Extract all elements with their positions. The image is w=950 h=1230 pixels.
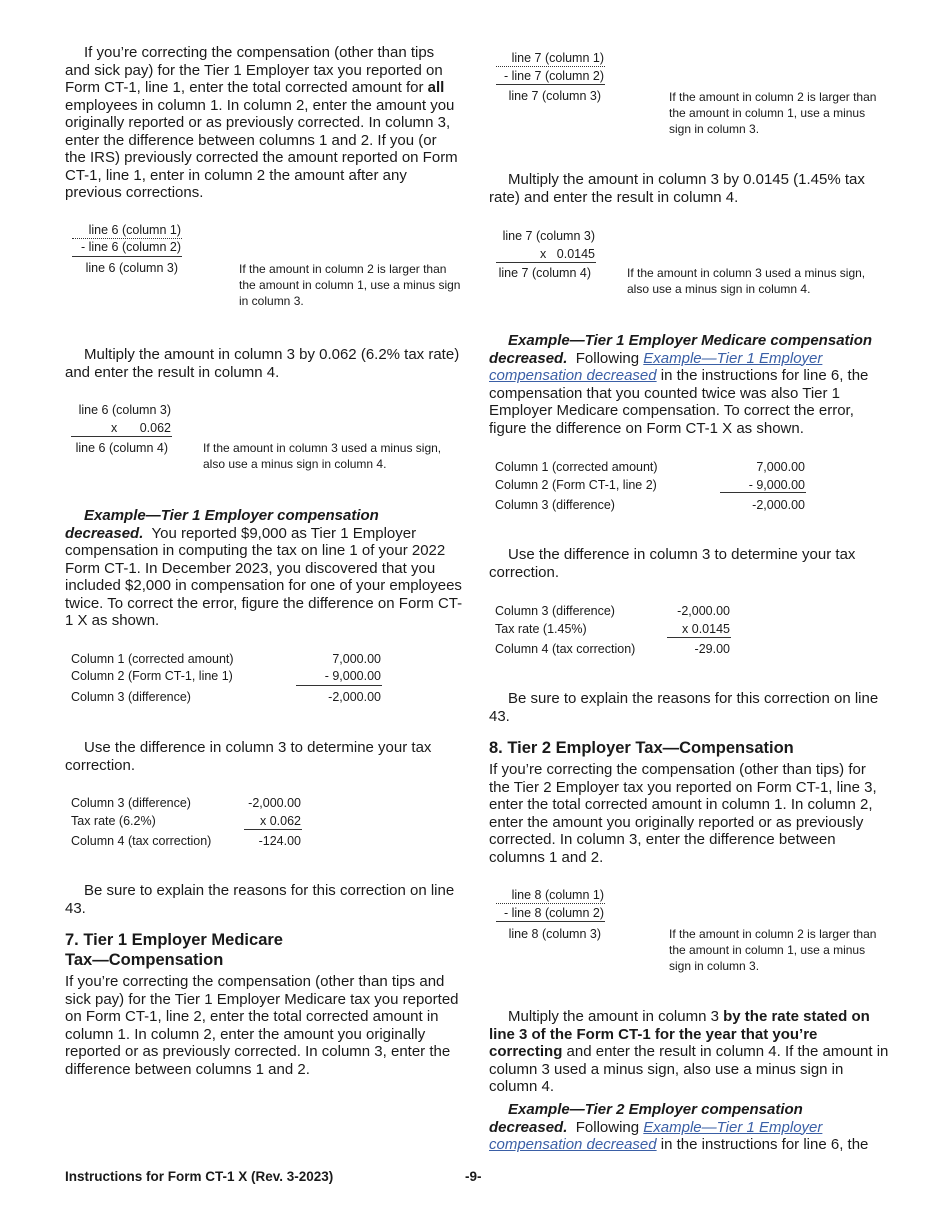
use-difference-paragraph: Use the difference in column 3 to determine your tax correction. (65, 739, 432, 774)
table-row-label: Tax rate (1.45%) (495, 622, 587, 636)
table-row-value: -2,000.00 (752, 498, 805, 512)
rate-1-45-paragraph: Multiply the amount in column 3 by 0.0145 (1.45% tax rate) and enter the result in column 4. (489, 171, 865, 206)
explain-reasons-paragraph: Be sure to explain the reasons for this correction on line 43. (489, 690, 879, 725)
calc-note: If the amount in column 2 is larger than the amount in column 1, use a minus sign in column 3. (669, 927, 877, 973)
calc-line-2: - line 8 (column 2) (503, 906, 604, 920)
table-row-label: Column 4 (tax correction) (495, 642, 636, 656)
calc-line-3: line 7 (column 3) (508, 89, 601, 103)
table-row-value: - 9,000.00 (324, 669, 381, 683)
page-number: -9- (465, 1169, 482, 1184)
table-row-value: 7,000.00 (332, 652, 381, 666)
table-row-label: Column 3 (difference) (495, 604, 615, 618)
calc-line-3: line 6 (column 3) (85, 261, 178, 275)
table-row-label: Column 1 (corrected amount) (71, 652, 234, 666)
calc-note: If the amount in column 2 is larger than the amount in column 1, use a minus sign in column 3. (239, 262, 461, 308)
example-tier1-compensation: Example—Tier 1 Employer compensation decreased. You reported $9,000 as Tier 1 Employer compensation in computing the tax on line 1 of your 2022 Form CT-1. In December 2023, you discovered that you included $2,000 in compensation for one of your employees twice. To correct the error, figure the difference on Form CT-1 X as shown. (65, 507, 463, 629)
calc-line-3: line 6 (column 4) (75, 441, 168, 455)
example-link[interactable]: Example—Tier 1 Employer compensation decreased (489, 349, 823, 384)
table-row-label: Column 3 (difference) (71, 796, 191, 810)
tier1-intro-paragraph: If you’re correcting the compensation (other than tips and sick pay) for the Tier 1 Employer tax you reported on Form CT-1, line 1, enter the total corrected amount for all employees in column 1. In column 2, enter the amount you originally reported or as previously corrected. In column 3, enter the difference between columns 1 and 2. If you (or the IRS) previously corrected the amount reported on Form CT-1, line 1, enter in column 2 the amount after any previous corrections. (65, 44, 458, 201)
rate-value: 0.062 (139, 421, 171, 435)
calc-line-1: line 7 (column 1) (511, 51, 604, 65)
rate-6-2-paragraph: Multiply the amount in column 3 by 0.062 (6.2% tax rate) and enter the result in column 4. (65, 346, 460, 381)
example-tier1-medicare: Example—Tier 1 Employer Medicare compensation decreased. Following Example—Tier 1 Employer compensation decreased in the instructions for line 6, the compensation that you counted twice was also Tier 1 Employer Medicare compensation. To correct the error, figure the difference on Form CT-1 X as shown. (489, 332, 873, 437)
multiply-sign: x (540, 247, 547, 261)
calc-line-1: line 6 (column 1) (88, 223, 181, 237)
example-link[interactable]: Example—Tier 1 Employer compensation decreased (489, 1118, 823, 1153)
table-row-value: - 9,000.00 (748, 478, 805, 492)
calc-line-2: - line 7 (column 2) (503, 69, 604, 83)
table-row-value: 7,000.00 (756, 460, 805, 474)
table-row-value: -2,000.00 (328, 690, 381, 704)
calc-note: If the amount in column 2 is larger than the amount in column 1, use a minus sign in column 3. (669, 90, 877, 136)
table-row-value: -29.00 (694, 642, 730, 656)
table-row-label: Column 3 (difference) (495, 498, 615, 512)
calc-line-1: line 6 (column 3) (78, 403, 171, 417)
table-row-label: Column 2 (Form CT-1, line 2) (495, 478, 657, 492)
rate-value: 0.0145 (556, 247, 595, 261)
calc-line-1: line 8 (column 1) (511, 888, 604, 902)
example-tier2-compensation: Example—Tier 2 Employer compensation decreased. Following Example—Tier 1 Employer compensation decreased in the instructions for line 6, the (489, 1101, 869, 1153)
explain-reasons-paragraph: Be sure to explain the reasons for this correction on line 43. (65, 882, 455, 917)
table-row-value: x 0.0145 (682, 622, 730, 636)
table-row-label: Column 4 (tax correction) (71, 834, 212, 848)
calc-note: If the amount in column 3 used a minus sign, also use a minus sign in column 4. (627, 266, 866, 296)
footer-form-title: Instructions for Form CT-1 X (Rev. 3-2023) (65, 1169, 334, 1184)
table-row-label: Column 1 (corrected amount) (495, 460, 658, 474)
table-row-label: Tax rate (6.2%) (71, 814, 156, 828)
tier2-rate-paragraph: Multiply the amount in column 3 by the rate stated on line 3 of the Form CT-1 for the year that you’re correcting and enter the result in column 4. If the amount in column 3 used a minus sign, also use a minus sign in column 4. (489, 1008, 889, 1095)
table-row-label: Column 2 (Form CT-1, line 1) (71, 669, 233, 683)
calc-line-2: - line 6 (column 2) (80, 240, 181, 254)
table-row-label: Column 3 (difference) (71, 690, 191, 704)
table-row-value: x 0.062 (259, 814, 301, 828)
section-7-heading: 7. Tier 1 Employer Medicare Tax—Compensation (65, 931, 283, 969)
calc-line-3: line 8 (column 3) (508, 927, 601, 941)
section-8-paragraph: If you’re correcting the compensation (other than tips) for the Tier 2 Employer tax you reported on Form CT-1, line 3, enter the total corrected amount in column 1. In column 2, enter the amount you originally reported or as previously corrected. In column 3, enter the difference between columns 1 and 2. (489, 761, 877, 866)
calc-line-3: line 7 (column 4) (498, 266, 591, 280)
multiply-sign: x (111, 421, 118, 435)
table-row-value: -2,000.00 (677, 604, 730, 618)
calc-line-1: line 7 (column 3) (502, 229, 595, 243)
section-7-paragraph: If you’re correcting the compensation (other than tips and sick pay) for the Tier 1 Employer Medicare tax you reported on Form CT-1, line 2, enter the total corrected amount in column 1. In column 2, enter the amount you originally reported or as previously corrected. In column 3, enter the difference between columns 1 and 2. (65, 973, 459, 1078)
table-row-value: -2,000.00 (248, 796, 301, 810)
calc-note: If the amount in column 3 used a minus sign, also use a minus sign in column 4. (203, 441, 442, 471)
section-8-heading: 8. Tier 2 Employer Tax—Compensation (489, 739, 794, 757)
use-difference-paragraph: Use the difference in column 3 to determine your tax correction. (489, 546, 856, 581)
table-row-value: -124.00 (258, 834, 301, 848)
